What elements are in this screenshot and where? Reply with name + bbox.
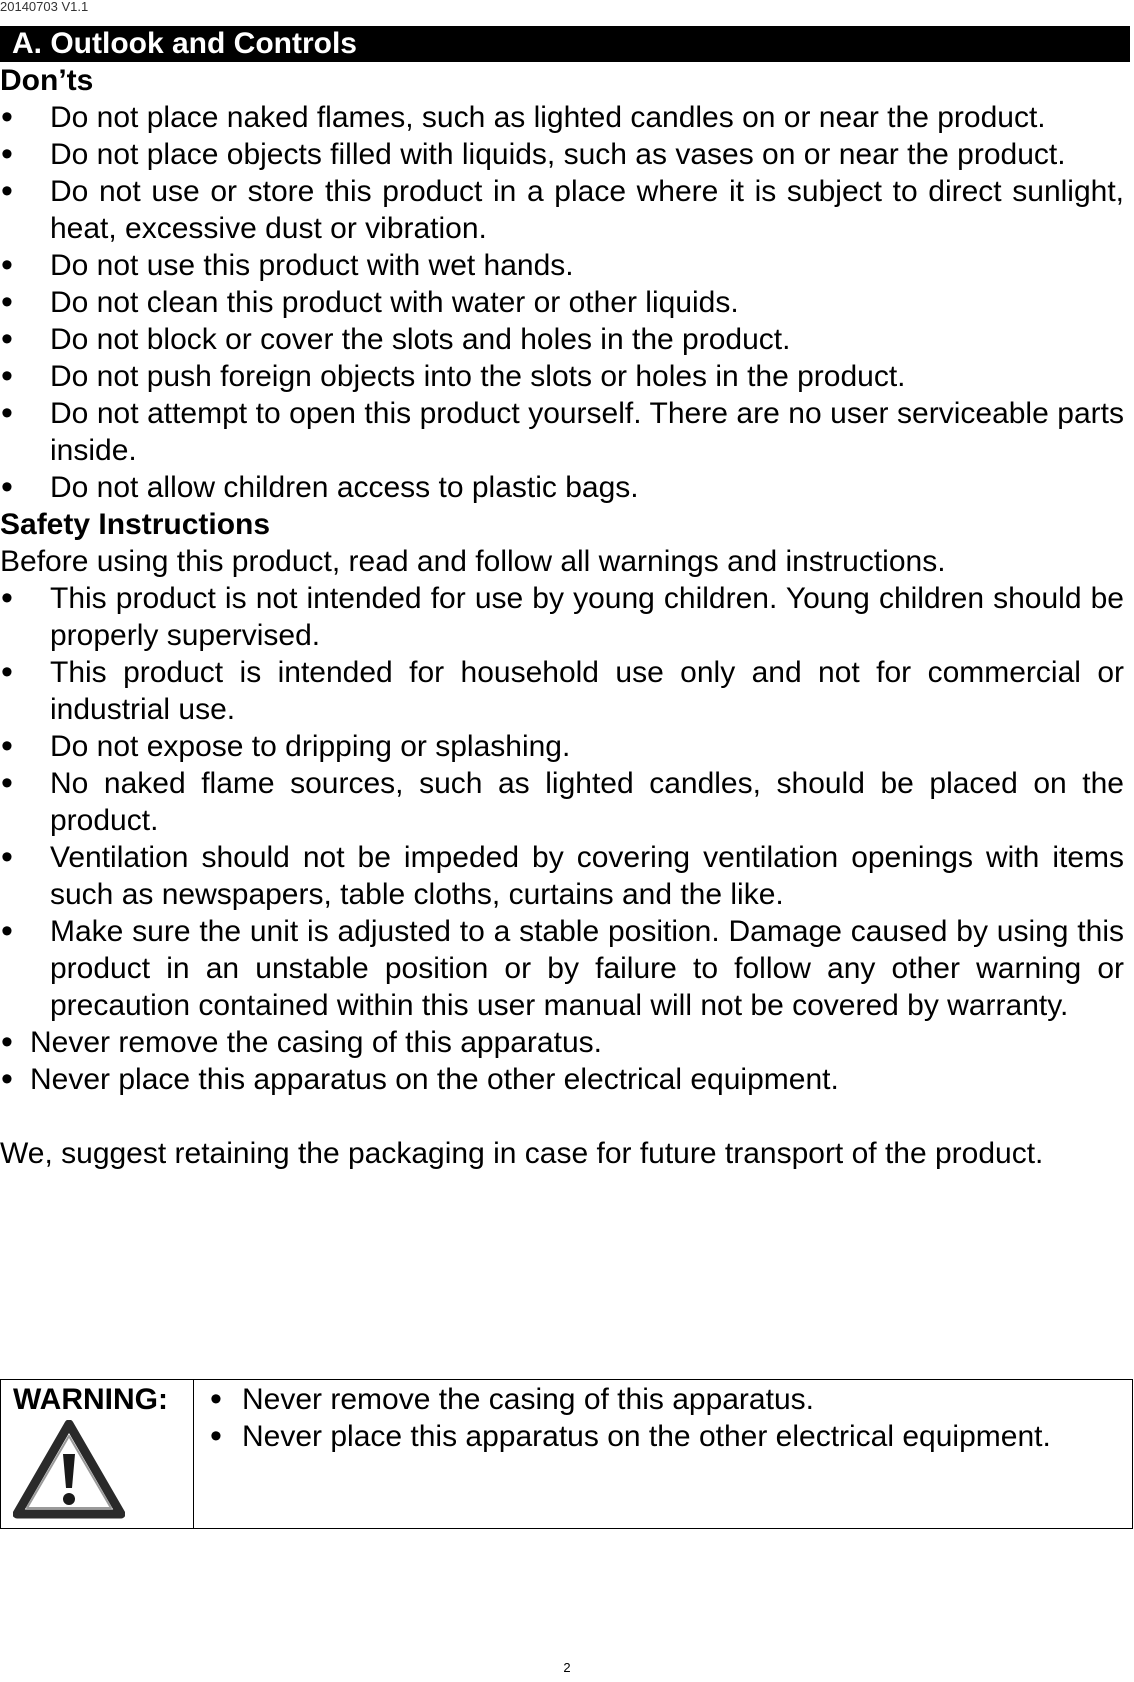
safety-intro: Before using this product, read and follow all warnings and instructions. bbox=[0, 545, 946, 578]
spacer bbox=[0, 1098, 1124, 1135]
warning-triangle-icon bbox=[13, 1420, 125, 1520]
list-item: • This product is not intended for use by young children. Young children should be properly supervised. bbox=[0, 580, 1124, 654]
page-number: 2 bbox=[563, 1660, 571, 1675]
list-item: • Ventilation should not be impeded by covering ventilation openings with items such as newspapers, table cloths, curtains and the like. bbox=[0, 839, 1124, 913]
list-item: • Do not push foreign objects into the slots or holes in the product. bbox=[0, 358, 1124, 395]
list-item: • Do not allow children access to plastic bags. bbox=[0, 469, 1124, 506]
warning-text-cell bbox=[194, 1380, 1132, 1528]
safety-extra-list bbox=[0, 1024, 1124, 1098]
section-title: A. Outlook and Controls bbox=[0, 26, 1130, 62]
document-version: 20140703 V1.1 bbox=[0, 0, 89, 14]
warning-label: WARNING: bbox=[13, 1383, 168, 1416]
safety-heading: Safety Instructions bbox=[0, 508, 271, 541]
list-item: • Do not use this product with wet hands. bbox=[0, 247, 1124, 284]
list-item: • Do not clean this product with water or other liquids. bbox=[0, 284, 1124, 321]
list-item: • No naked flame sources, such as lighted candles, should be placed on the product. bbox=[0, 765, 1124, 839]
donts-list bbox=[0, 99, 1124, 506]
list-item: • Do not use or store this product in a place where it is subject to direct sunlight, heat, excessive dust or vibration. bbox=[0, 173, 1124, 247]
list-item: • Never remove the casing of this apparatus. bbox=[0, 1024, 1124, 1061]
list-item: • Never place this apparatus on the other electrical equipment. bbox=[210, 1418, 1120, 1455]
warning-list bbox=[210, 1381, 1120, 1455]
packaging-note: We, suggest retaining the packaging in case for future transport of the product. bbox=[0, 1137, 1044, 1170]
list-item: • Do not place objects filled with liquids, such as vases on or near the product. bbox=[0, 136, 1124, 173]
list-item: • Do not attempt to open this product yourself. There are no user serviceable parts inside. bbox=[0, 395, 1124, 469]
safety-list bbox=[0, 580, 1124, 1024]
warning-box bbox=[0, 1379, 1133, 1529]
list-item: • Do not place naked flames, such as lighted candles on or near the product. bbox=[0, 99, 1124, 136]
list-item: • Make sure the unit is adjusted to a stable position. Damage caused by using this product in an unstable position or by failure to follow any other warning or precaution contained within this user manual will not be covered by warranty. bbox=[0, 913, 1124, 1024]
list-item: • This product is intended for household use only and not for commercial or industrial use. bbox=[0, 654, 1124, 728]
list-item: • Do not block or cover the slots and holes in the product. bbox=[0, 321, 1124, 358]
warning-label-cell bbox=[1, 1380, 194, 1528]
donts-heading: Don’ts bbox=[0, 64, 94, 97]
list-item: • Never remove the casing of this apparatus. bbox=[210, 1381, 1120, 1418]
page-content bbox=[0, 62, 1124, 1172]
list-item: • Never place this apparatus on the other electrical equipment. bbox=[0, 1061, 1124, 1098]
list-item: • Do not expose to dripping or splashing. bbox=[0, 728, 1124, 765]
